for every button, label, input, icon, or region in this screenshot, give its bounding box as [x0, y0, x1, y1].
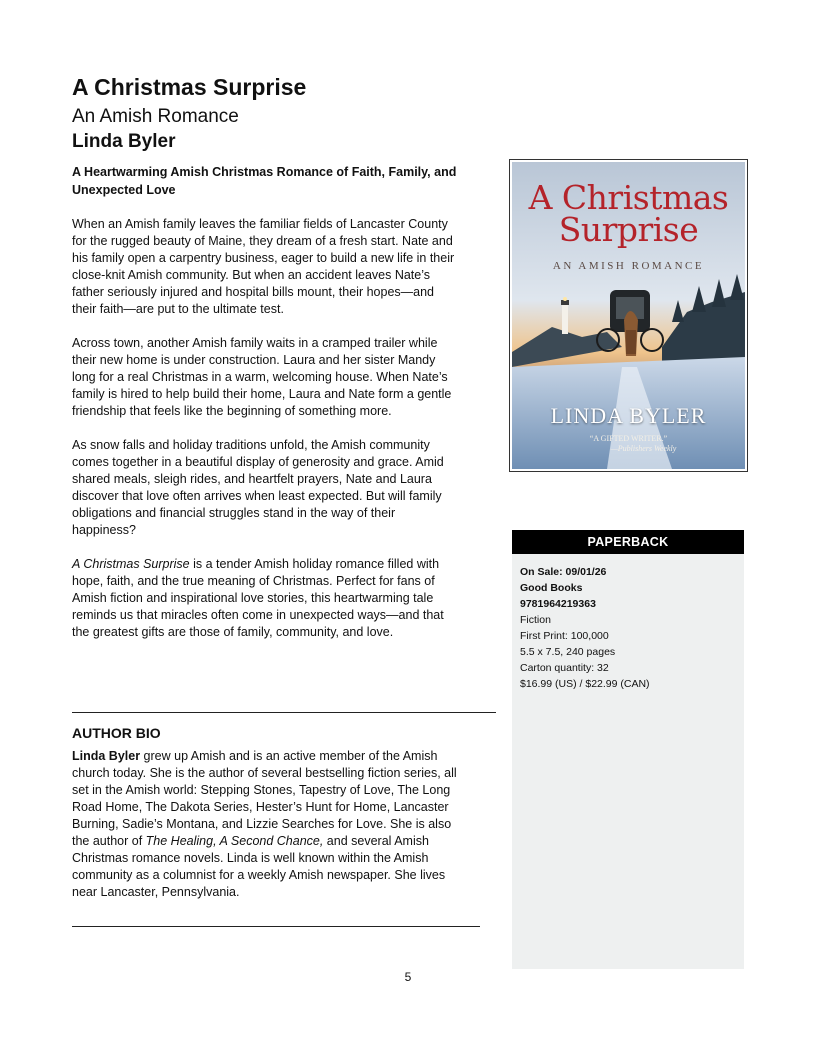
isbn: 9781964219363: [520, 598, 596, 610]
section-divider-bottom: [72, 926, 480, 927]
author-bio-part-1: grew up Amish and is an active member of the Amish church today. She is the author of several bestselling fiction series, all set in the Amish world: Stepping Stones, Tapestry of Love, The Long Road Home, The Dakota Series, Hester’s Hunt for Home, Lancaster Burning, Sadie’s Montana, and Lizzie Searches for Love. She is also the author of: [72, 749, 457, 848]
book-description: [72, 216, 457, 658]
format-details: [512, 554, 744, 692]
format-header: PAPERBACK: [512, 530, 744, 554]
trim-and-pages: 5.5 x 7.5, 240 pages: [520, 646, 616, 658]
cover-title-line-1: A Christmas: [528, 178, 729, 217]
author-bio-titles: The Healing, A Second Chance,: [145, 834, 324, 848]
description-paragraph-3: As snow falls and holiday traditions unfold, the Amish community comes together in a beautiful display of generosity and grace. Amid shared meals, sleigh rides, and heartfelt prayers, Nate and Laura discover that love often arrives when least expected. But will family obligations and financial struggles stand in the way of their happiness?: [72, 438, 444, 537]
description-paragraph-1: When an Amish family leaves the familiar fields of Lancaster County for the rugged beauty of Maine, they dream of a fresh start. Nate and his family open a carpentry business, eager to build a new life in their close-knit Amish community. But when an accident leaves Nate’s father seriously injured and hospital bills mount, their hopes—and their faith—are put to the ultimate test.: [72, 217, 455, 316]
format-panel: [512, 530, 744, 969]
author-bio-part-2: and several Amish Christmas romance novels. Linda is well known within the Amish community as a columnist for a weekly Amish newspaper. She lives near Lancaster, Pennsylvania.: [72, 834, 446, 899]
book-title: A Christmas Surprise: [72, 74, 307, 100]
on-sale-date: On Sale: 09/01/26: [520, 566, 607, 578]
book-cover: [509, 159, 748, 472]
cover-series: AN AMISH ROMANCE: [552, 260, 705, 272]
cover-title: [512, 178, 745, 249]
publisher: Good Books: [520, 582, 583, 594]
cover-title-line-2: Surprise: [558, 210, 699, 249]
category: Fiction: [520, 614, 551, 626]
description-book-title: A Christmas Surprise: [72, 557, 190, 571]
book-subtitle: An Amish Romance: [72, 106, 239, 127]
description-paragraph-2: Across town, another Amish family waits in a cramped trailer while their new home is under construction. Laura and her sister Mandy long for a real Christmas in a warm, welcoming house. When Nate’s family is hired to help build their home, Laura and Nate form a gentle friendship that feels like the beginning of something more.: [72, 336, 452, 418]
author-bio-name: Linda Byler: [72, 749, 141, 763]
cover-author: LINDA BYLER: [550, 403, 707, 428]
book-cover-art: [512, 162, 745, 469]
book-tagline: A Heartwarming Amish Christmas Romance of Faith, Family, and Unexpected Love: [72, 165, 457, 197]
first-print: First Print: 100,000: [520, 630, 609, 642]
price: $16.99 (US) / $22.99 (CAN): [520, 678, 650, 690]
cover-quote: [512, 434, 745, 454]
section-divider-top: [72, 712, 496, 713]
author-bio-text: [72, 748, 457, 901]
cover-quote-text: “A GIFTED WRITER.”: [589, 434, 668, 443]
book-author: Linda Byler: [72, 131, 176, 152]
cover-quote-source: —Publishers Weekly: [610, 444, 677, 453]
carton-quantity: Carton quantity: 32: [520, 662, 609, 674]
page-number: 5: [404, 970, 412, 984]
description-paragraph-4-text: is a tender Amish holiday romance filled with hope, faith, and the true meaning of Christmas. Perfect for fans of Amish fiction and inspirational love stories, this heartwarming tale reminds us that miracles often come in unexpected ways—and that the greatest gifts are those of family, community, and love.: [72, 557, 444, 639]
description-paragraph-4: [72, 556, 457, 641]
author-bio-heading: AUTHOR BIO: [72, 725, 161, 741]
